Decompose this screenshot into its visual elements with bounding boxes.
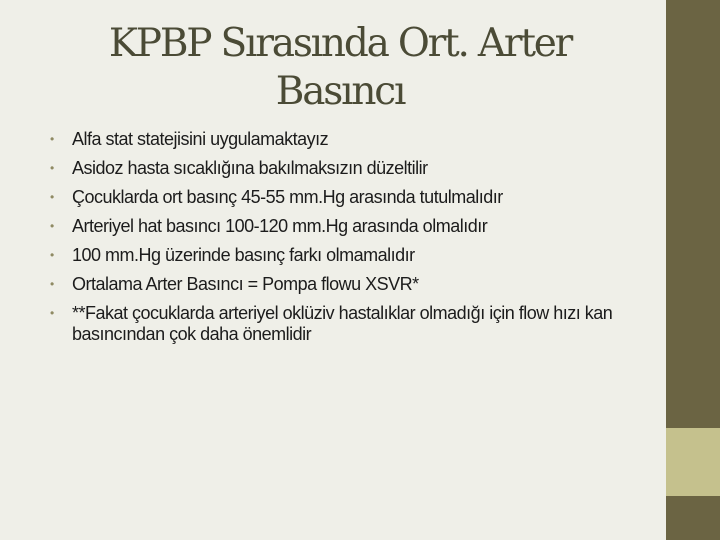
bullet-item: [48, 216, 658, 237]
bullet-text: Alfa stat statejisini uygulamaktayız: [72, 129, 329, 149]
bullet-icon: •: [50, 306, 54, 320]
bullet-item: [48, 303, 658, 345]
bullet-list: [48, 129, 658, 353]
bullet-item: [48, 158, 658, 179]
bullet-text: 100 mm.Hg üzerinde basınç farkı olmamalıdır: [72, 245, 415, 265]
bullet-item: [48, 187, 658, 208]
bullet-icon: •: [50, 219, 54, 233]
side-band-dark-bottom: [666, 496, 720, 540]
side-band-dark-top: [666, 0, 720, 428]
bullet-text: **Fakat çocuklarda arteriyel oklüziv hastalıklar olmadığı için flow hızı kan basıncından çok daha önemlidir: [72, 303, 613, 344]
bullet-item: [48, 129, 658, 150]
side-band-light: [666, 428, 720, 496]
bullet-icon: •: [50, 132, 54, 146]
bullet-icon: •: [50, 190, 54, 204]
bullet-text: Arteriyel hat basıncı 100-120 mm.Hg arasında olmalıdır: [72, 216, 488, 236]
bullet-item: [48, 274, 658, 295]
slide-title: KPBP Sırasında Ort. Arter Basıncı: [108, 21, 572, 114]
bullet-icon: •: [50, 277, 54, 291]
bullet-icon: •: [50, 161, 54, 175]
bullet-icon: •: [50, 248, 54, 262]
bullet-item: [48, 245, 658, 266]
bullet-text: Asidoz hasta sıcaklığına bakılmaksızın düzeltilir: [72, 158, 428, 178]
bullet-text: Ortalama Arter Basıncı = Pompa flowu XSVR*: [72, 274, 419, 294]
bullet-text: Çocuklarda ort basınç 45-55 mm.Hg arasında tutulmalıdır: [72, 187, 503, 207]
